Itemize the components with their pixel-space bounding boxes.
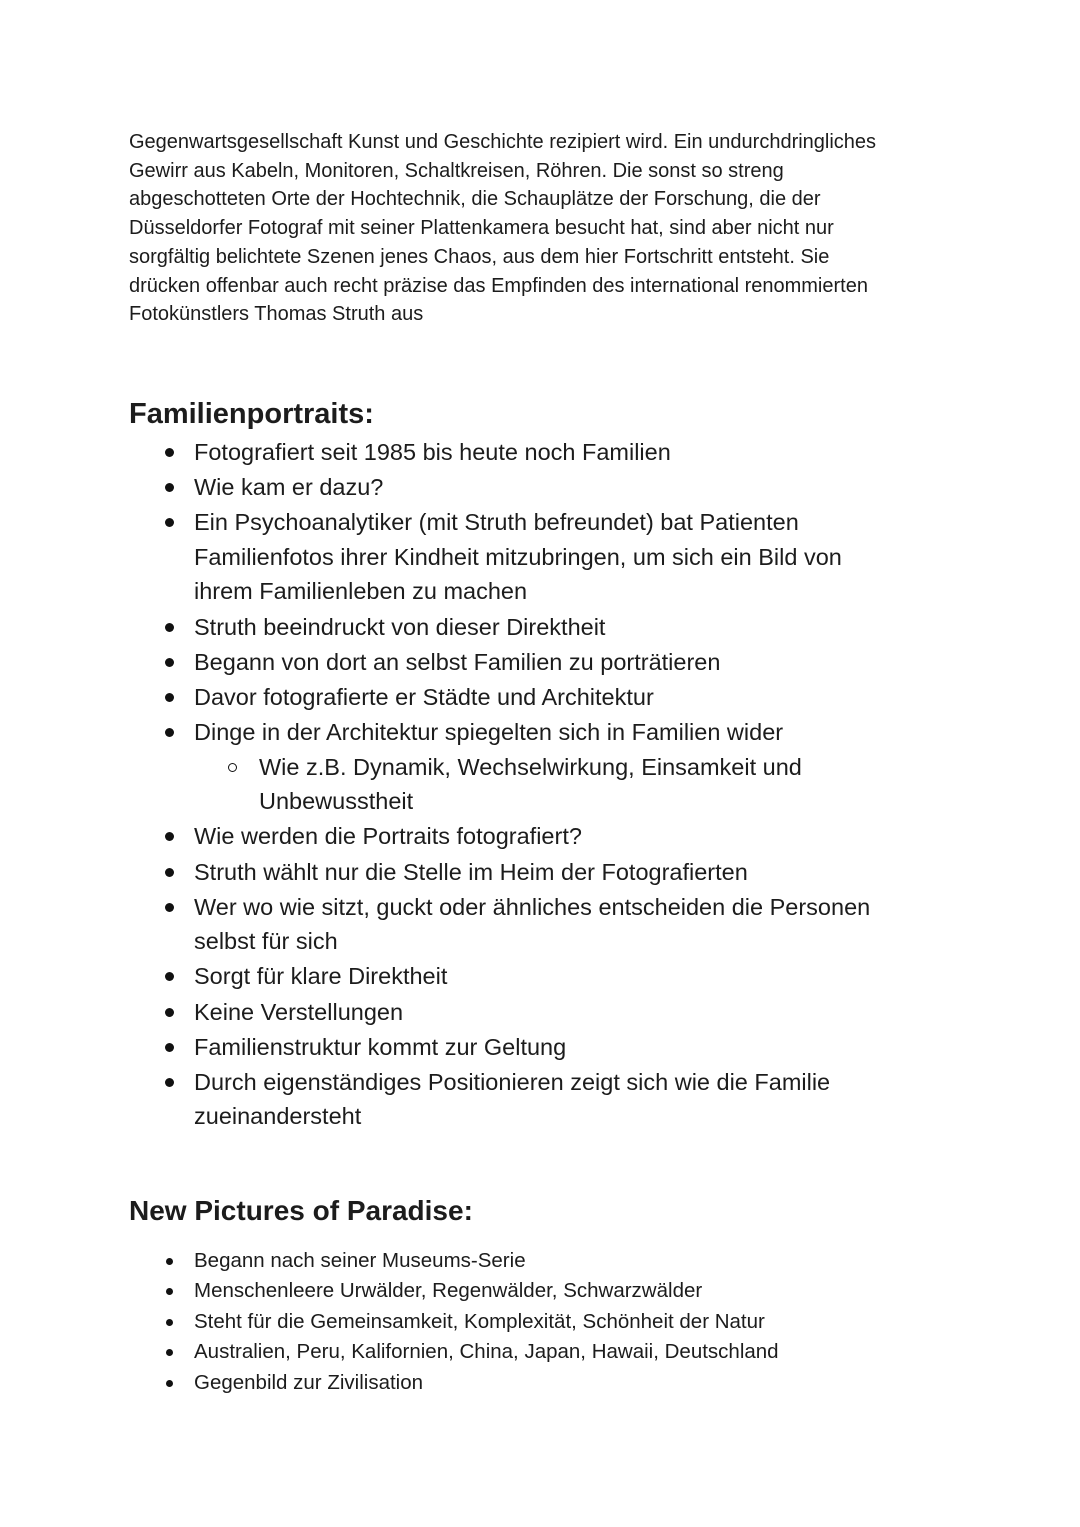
list-item-text: Ein Psychoanalytiker (mit Struth befreundet) bat Patienten: [194, 509, 799, 536]
list-item-text: Struth beeindruckt von dieser Direktheit: [194, 613, 606, 640]
list-item: [0, 610, 954, 645]
list-item-text: Davor fotografierte er Städte und Architektur: [194, 683, 654, 710]
sub-list-item: [194, 750, 954, 819]
list-item-text: Keine Verstellungen: [194, 998, 404, 1025]
list-item: [0, 1065, 954, 1134]
intro-line: Gewirr aus Kabeln, Monitoren, Schaltkreisen, Röhren. Die sonst so streng: [129, 159, 784, 182]
list-item: Steht für die Gemeinsamkeit, Komplexität, Schönheit der Natur: [0, 1307, 779, 1337]
list-item-text: Familienfotos ihrer Kindheit mitzubringen, um sich ein Bild von: [194, 543, 842, 570]
list-item-text: Sorgt für klare Direktheit: [194, 963, 448, 990]
list-item-text: selbst für sich: [194, 928, 338, 955]
list-item-text: Wer wo wie sitzt, guckt oder ähnliches entscheiden die Personen: [194, 893, 871, 920]
list-item: [0, 680, 954, 715]
sub-list-item-text: Unbewusstheit: [259, 788, 414, 815]
list-item: [0, 959, 954, 994]
familienportraits-list: [0, 435, 954, 1135]
list-item: Menschenleere Urwälder, Regenwälder, Schwarzwälder: [0, 1276, 779, 1306]
intro-line: Gegenwartsgesellschaft Kunst und Geschichte rezipiert wird. Ein undurchdringliches: [129, 131, 877, 153]
list-item-text: Wie werden die Portraits fotografiert?: [194, 823, 582, 850]
list-item-text: Durch eigenständiges Positionieren zeigt sich wie die Familie: [194, 1068, 831, 1095]
list-item: Australien, Peru, Kalifornien, China, Japan, Hawaii, Deutschland: [0, 1337, 779, 1367]
familienportraits-heading: Familienportraits:: [129, 398, 374, 430]
paradise-heading: New Pictures of Paradise:: [129, 1195, 473, 1226]
list-item-text: zueinandersteht: [194, 1103, 362, 1130]
list-item-text: Wie kam er dazu?: [194, 474, 384, 501]
intro-line: Düsseldorfer Fotograf mit seiner Plattenkamera besucht hat, sind aber nicht nur: [129, 217, 834, 240]
list-item-text: Begann von dort an selbst Familien zu porträtieren: [194, 648, 721, 675]
list-item: Gegenbild zur Zivilisation: [0, 1368, 779, 1398]
intro-line: drücken offenbar auch recht präzise das Empfinden des international renommierten: [129, 274, 868, 297]
list-item-text: Dinge in der Architektur spiegelten sich in Familien wider: [194, 719, 784, 746]
list-item: [0, 505, 954, 609]
list-item: [0, 435, 954, 470]
list-item: [0, 1030, 954, 1065]
intro-line: Fotokünstlers Thomas Struth aus: [129, 303, 424, 326]
list-item: [0, 470, 954, 505]
list-item: [0, 645, 954, 680]
list-item: [0, 715, 954, 819]
intro-line: abgeschotteten Orte der Hochtechnik, die Schauplätze der Forschung, die der: [129, 188, 821, 211]
sub-list: [194, 750, 954, 819]
list-item-text: Fotografiert seit 1985 bis heute noch Familien: [194, 439, 671, 465]
list-item: Begann nach seiner Museums-Serie: [0, 1246, 779, 1276]
list-item: [0, 995, 954, 1030]
list-item-text: Familienstruktur kommt zur Geltung: [194, 1033, 567, 1060]
paradise-list: [0, 1246, 779, 1398]
list-item: [0, 855, 954, 890]
list-item-text: ihrem Familienleben zu machen: [194, 578, 528, 605]
list-item: [0, 890, 954, 959]
list-item-text: Struth wählt nur die Stelle im Heim der Fotografierten: [194, 858, 748, 885]
intro-line: sorgfältig belichtete Szenen jenes Chaos, aus dem hier Fortschritt entsteht. Sie: [129, 245, 830, 268]
intro-paragraph: [129, 128, 959, 329]
list-item: [0, 819, 954, 854]
sub-list-item-text: Wie z.B. Dynamik, Wechselwirkung, Einsamkeit und: [259, 753, 802, 780]
